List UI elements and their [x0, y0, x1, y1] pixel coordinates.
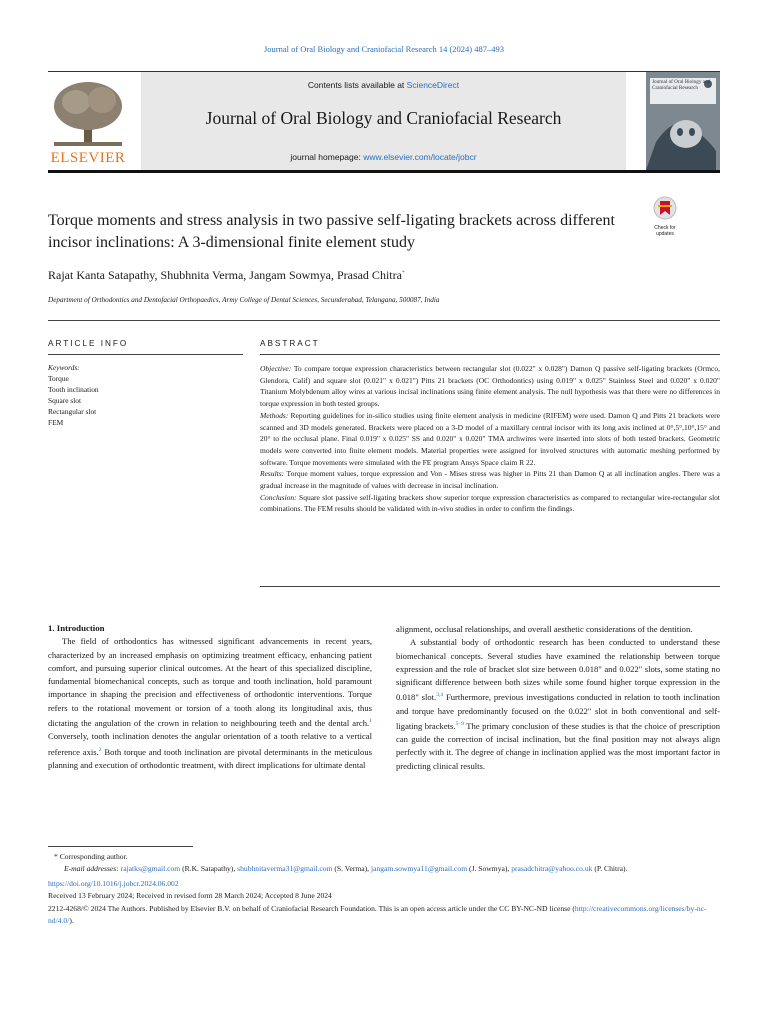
reference-link[interactable]: 5–9: [455, 720, 464, 727]
author-affiliation: Department of Orthodontics and Dentofacial Orthopaedics, Army College of Dental Sciences, Secunderabad, Telangana, 500087, India: [48, 296, 440, 304]
cover-title: Journal of Oral Biology and Craniofacial Research: [652, 79, 711, 91]
contents-prefix: Contents lists available at: [307, 80, 407, 90]
email-link[interactable]: rajatks@gmail.com: [120, 864, 181, 874]
reference-link[interactable]: 3,4: [436, 692, 444, 699]
reference-link[interactable]: 1: [369, 718, 372, 725]
body-column-right: [396, 623, 720, 773]
objective-text: To compare torque expression characteristics between rectangular slot (0.022" x 0.028") Damon Q passive self-ligating brackets (Ormco, Glendora, Calif) and square slot (0.021" x 0.021") Pitts 21 brackets (OC Orthodontics) using 0.019" x 0.025" Stainless Steel and 0.020" x 0.020" Titanium Molybdenum alloy wires at various incisal inclinations using finite element analysis. The null hypothesis was that there were no differences in torque expression in both tested groups.: [260, 364, 720, 409]
keyword-item: Square slot: [48, 396, 82, 405]
methods-label: Methods:: [260, 410, 289, 420]
methods-text: Reporting guidelines for in-silico studies using finite element analysis in medicine (RIFEM) were used. Damon Q and Pitts 21 brackets were scanned and 3D models generated. Brackets were placed on a 3-D model of a maxillary central incisor with its long axis inclined at 0°,5°,10°,15° and 20° to the occlusal plane. Final 0.019" x 0.025" SS and 0.020" x 0.020" TMA archwires were inserted into slots of both tested brackets. Geometric models were converted into finite element models. Material properties were assigned for involved structures with automatic meshing performed by software. Torque movements were simulated with the FE program Ansys Space claim R 22.: [260, 410, 720, 467]
abstract-results: [260, 468, 720, 491]
footnotes: [48, 851, 720, 927]
header-thick-divider: [48, 170, 720, 173]
section-divider: [48, 320, 720, 321]
keyword-item: Tooth inclination: [48, 385, 99, 394]
email-label: E-mail addresses:: [64, 864, 119, 874]
author-names: Rajat Kanta Satapathy, Shubhnita Verma, Jangam Sowmya, Prasad Chitra: [48, 268, 402, 282]
conclusion-text: Square slot passive self-ligating brackets show superior torque expression characteristics as compared to rectangular wire-rectangular slot combinations. The FEM results should be validated with in-vivo studies in order to confirm the findings.: [260, 492, 720, 514]
article-dates: Received 13 February 2024; Received in revised form 28 March 2024; Accepted 8 June 2024: [48, 891, 332, 901]
body-paragraph: [396, 636, 720, 773]
homepage-prefix: journal homepage:: [290, 152, 364, 162]
tree-icon: [48, 78, 128, 150]
homepage-line: [141, 152, 626, 162]
contents-line: [141, 80, 626, 90]
body-paragraph: [48, 635, 372, 772]
article-title: Torque moments and stress analysis in two passive self-ligating brackets across different incisor inclinations: A 3-dimensional finite element study: [48, 212, 615, 251]
body-paragraph: alignment, occlusal relationships, and overall aesthetic considerations of the dentition.: [396, 624, 693, 634]
results-text: Torque moment values, torque expression and Von - Mises stress was higher in Pitts 21 than Damon Q at all inclination angles. There was a gradual increase in the magnitude of values with decrease in incisal inclination.: [260, 469, 720, 491]
body-text: Both torque and tooth inclination are pivotal determinants in the meticulous planning and execution of orthodontic treatment, with direct implications for ultimate dental: [48, 746, 372, 770]
keywords-label: Keywords:: [48, 363, 80, 372]
keyword-item: Torque: [48, 374, 69, 383]
elsevier-wordmark: ELSEVIER: [50, 150, 126, 166]
journal-homepage-link[interactable]: www.elsevier.com/locate/jobcr: [363, 152, 477, 162]
abstract-objective: [260, 363, 720, 410]
corresponding-author-mark[interactable]: *: [401, 270, 405, 276]
keywords-block: [48, 362, 99, 428]
check-for-updates-badge[interactable]: [648, 196, 682, 237]
article-info-heading: ARTICLE INFO: [48, 339, 129, 348]
journal-title: Journal of Oral Biology and Craniofacial Research: [205, 108, 562, 128]
journal-citation-link[interactable]: Journal of Oral Biology and Craniofacial Research 14 (2024) 487–493: [263, 44, 505, 54]
body-text: Furthermore, previous investigations conducted in relation to tooth inclination and torque have predominantly focused on the 0.022" slot in both conventional and self-ligating brackets.: [396, 692, 720, 731]
author-list: [48, 268, 405, 283]
article-info-divider: [48, 354, 243, 355]
keyword-item: Rectangular slot: [48, 407, 97, 416]
abstract-divider: [260, 354, 720, 355]
keyword-item: FEM: [48, 418, 64, 427]
email-owner: (P. Chitra).: [592, 864, 628, 874]
abstract-body: [260, 363, 720, 515]
journal-cover-thumbnail[interactable]: [646, 72, 720, 170]
email-link[interactable]: prasadchitra@yahoo.co.uk: [511, 864, 593, 874]
email-link[interactable]: jangam.sowmya11@gmail.com: [370, 864, 468, 874]
abstract-heading: ABSTRACT: [260, 339, 320, 348]
sciencedirect-link[interactable]: ScienceDirect: [406, 80, 460, 90]
email-owner: (R.K. Satapathy),: [180, 864, 238, 874]
corresponding-author-note: * Corresponding author.: [54, 852, 128, 861]
license-link[interactable]: http://creativecommons.org/licenses/by-nc-nd/4.0/: [48, 903, 707, 926]
objective-label: Objective:: [260, 364, 292, 373]
copyright-end: ).: [69, 916, 74, 926]
abstract-methods: [260, 410, 720, 469]
abstract-bottom-divider: [260, 586, 720, 587]
body-text: The field of orthodontics has witnessed significant advancements in recent years, characterized by an increased emphasis on optimizing treatment efficacy, enhancing patient comfort, and pursuing superior clinical outcomes. At the heart of this specialized discipline, fundamental biomechanical concepts, such as torque and tooth inclination, hold paramount importance in shaping the precision and effectiveness of orthodontic interventions. Torque refers to the rotational movement or torsion of a tooth along its longitudinal axis, thus dictating the angulation of the crown in relation to neighbouring teeth and the dental arch.: [48, 636, 372, 728]
results-label: Results:: [260, 469, 285, 479]
introduction-heading: 1. Introduction: [48, 623, 105, 633]
doi-link[interactable]: https://doi.org/10.1016/j.jobcr.2024.06.002: [48, 878, 179, 888]
conclusion-label: Conclusion:: [260, 492, 297, 502]
email-owner: (S. Verma),: [332, 864, 371, 874]
email-owner: (J. Sowmya),: [467, 864, 512, 874]
reference-link[interactable]: 2: [98, 746, 102, 753]
body-text: Conversely, tooth inclination denotes the angular orientation of a tooth relative to a vertical reference axis.: [48, 731, 372, 757]
body-column-left: [48, 622, 372, 772]
email-link[interactable]: shubhnitaverma31@gmail.com: [237, 864, 333, 874]
copyright-notice: [48, 903, 720, 928]
email-addresses: [48, 863, 720, 875]
abstract-conclusion: [260, 492, 720, 515]
body-text: The primary conclusion of these studies is that the choice of prescription can guide the correction of incisal inclination, but the final position may not always align perfectly with it. The degree of change in inclination applied was the most important factor in predicting clinical results.: [396, 720, 721, 771]
crossmark-icon: [648, 196, 682, 220]
body-text: A substantial body of orthodontic research has been conducted to understand these biomechanical concepts. Several studies have examined the relationship between torque expression and the role of bracket slot size between 0.018" and 0.022" slots, some stating no significant difference between both sizes while some found higher torque expression in the 0.018" slot.: [396, 637, 720, 703]
footnote-divider: [48, 846, 193, 847]
copyright-text: 2212-4268/© 2024 The Authors. Published by Elsevier B.V. on behalf of Craniofacial Research Foundation. This is an open access article under the CC BY-NC-ND license (: [48, 903, 575, 913]
crossmark-label: Check for updates: [654, 225, 676, 237]
